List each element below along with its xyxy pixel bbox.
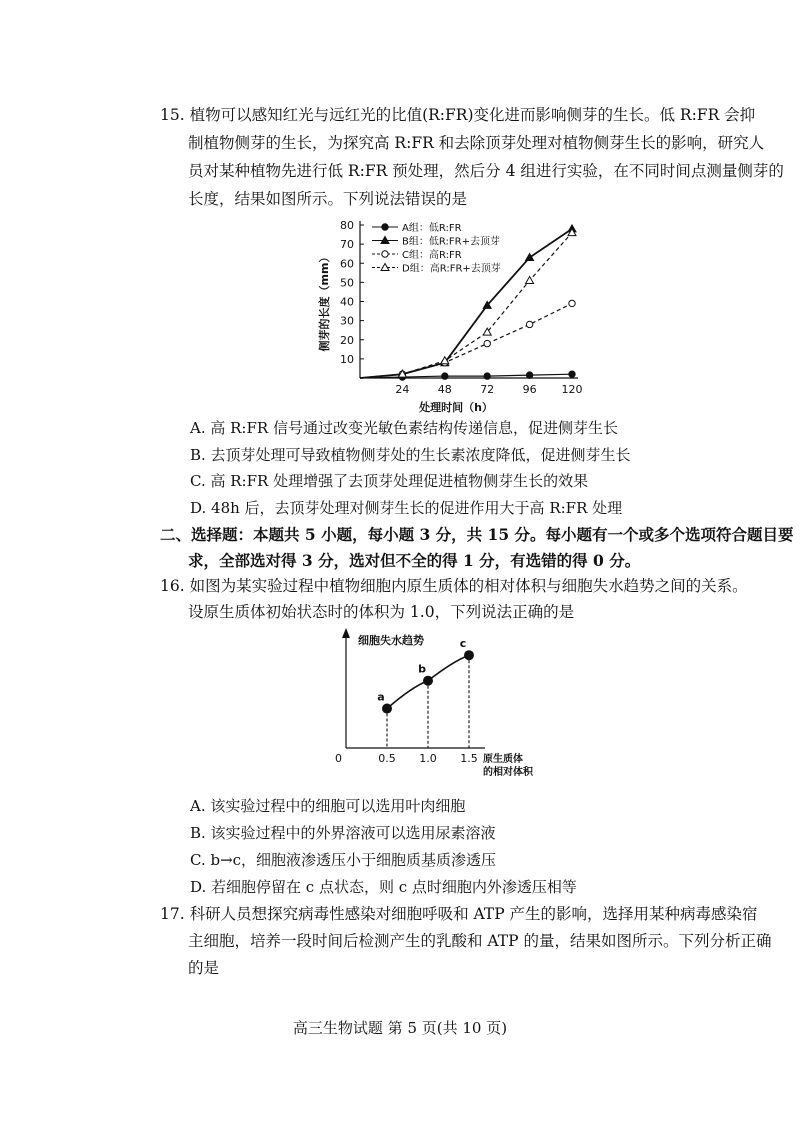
q16-option-c: C. b→c，细胞液渗透压小于细胞质基质渗透压 [190, 851, 497, 869]
point-a [382, 704, 392, 714]
y-tick-label: 40 [340, 295, 354, 309]
q15-option-a: A. 高 R:FR 信号通过改变光敏色素结构传递信息，促进侧芽生长 [190, 419, 618, 437]
y-tick-label: 30 [340, 314, 354, 328]
x-tick-label: 24 [395, 383, 410, 396]
legend-label: C组：高R:FR [402, 250, 462, 261]
x-axis-title: 原生质体 [483, 754, 523, 765]
origin-label: 0 [335, 752, 342, 765]
series-line-d [360, 233, 572, 378]
y-tick-label: 10 [340, 352, 354, 366]
data-point-a [569, 371, 575, 377]
point-label: c [459, 637, 467, 651]
y-tick-label: 80 [340, 219, 354, 232]
x-tick-label: 48 [437, 383, 452, 396]
section2-line-2: 求，全部选对得 3 分，选对但不全的得 1 分，有选错的得 0 分。 [188, 551, 641, 570]
q15-option-b: B. 去顶芽处理可导致植物侧芽处的生长素浓度降低，促进侧芽生长 [190, 446, 631, 464]
data-point-a [484, 373, 490, 379]
data-point-c [484, 340, 490, 346]
data-point-c [526, 321, 532, 327]
q15-option-c: C. 高 R:FR 处理增强了去顶芽处理促进植物侧芽生长的效果 [190, 472, 589, 490]
series-line-b [360, 229, 572, 378]
legend-marker [382, 224, 388, 230]
x-tick-label: 120 [561, 383, 583, 396]
y-tick-label: 20 [340, 333, 354, 347]
q17-line-3: 的是 [188, 959, 220, 977]
q15-line-3: 员对某种植物先进行低 R:FR 预处理，然后分 4 组进行实验，在不同时间点测量侧芽的 [188, 162, 784, 180]
legend-label: B组：低R:FR+去顶芽 [402, 236, 500, 248]
page-footer: 高三生物试题 第 5 页(共 10 页) [292, 1019, 508, 1037]
y-axis-title: 细胞失水趋势 [358, 634, 424, 647]
data-point-d [526, 276, 534, 283]
section2-line-1: 二、选择题：本题共 5 小题，每小题 3 分，共 15 分。每小题有一个或多个选项符合题目要 [160, 525, 794, 544]
x-tick-label: 1.5 [460, 752, 478, 765]
y-tick-label: 70 [340, 238, 354, 252]
x-tick-label: 1.0 [419, 752, 437, 765]
y-tick-label: 60 [340, 257, 354, 271]
q16-option-a: A. 该实验过程中的细胞可以选用叶肉细胞 [190, 797, 466, 815]
x-axis-title: 处理时间（h） [419, 401, 493, 414]
data-point-c [569, 300, 575, 306]
q16-option-d: D. 若细胞停留在 c 点状态，则 c 点时细胞内外渗透压相等 [190, 878, 577, 896]
data-point-a [442, 373, 448, 379]
q15-option-d: D. 48h 后，去顶芽处理对侧芽生长的促进作用大于高 R:FR 处理 [190, 499, 623, 517]
q16-line-2: 设原生质体初始状态时的体积为 1.0，下列说法正确的是 [188, 603, 575, 621]
q17-line-2: 主细胞，培养一段时间后检测产生的乳酸和 ATP 的量，结果如图所示。下列分析正确 [188, 932, 772, 950]
growth-line-chart [300, 215, 600, 415]
y-tick-label: 50 [340, 276, 354, 290]
q16-option-b: B. 该实验过程中的外界溶液可以选用尿素溶液 [190, 824, 496, 842]
point-label: b [418, 662, 426, 676]
q15-line-2: 制植物侧芽的生长，为探究高 R:FR 和去除顶芽处理对植物侧芽生长的影响，研究人 [188, 134, 765, 152]
legend-marker [382, 251, 388, 257]
x-tick-label: 0.5 [378, 752, 396, 765]
q16-line-1: 16. 如图为某实验过程中植物细胞内原生质体的相对体积与细胞失水趋势之间的关系。 [160, 577, 748, 595]
q15-line-4: 长度，结果如图所示。下列说法错误的是 [188, 190, 468, 208]
x-tick-label: 72 [480, 383, 495, 396]
legend-label: D组：高R:FR+去顶芽 [402, 263, 501, 275]
series-line-c [360, 303, 572, 378]
y-axis-title: 侧芽的长度（mm） [318, 251, 331, 352]
q17-line-1: 17. 科研人员想探究病毒性感染对细胞呼吸和 ATP 产生的影响，选择用某种病毒感染宿 [160, 905, 758, 923]
x-tick-label: 96 [522, 383, 537, 396]
data-point-a [526, 372, 532, 378]
water-loss-chart [320, 620, 560, 785]
point-label: a [377, 690, 385, 704]
point-c [464, 650, 474, 660]
x-axis-title: 的相对体积 [483, 767, 533, 778]
legend-label: A组：低R:FR [402, 223, 462, 234]
q15-line-1: 15. 植物可以感知红光与远红光的比值(R:FR)变化进而影响侧芽的生长。低 R:FR 会抑 [160, 106, 756, 124]
point-b [423, 676, 433, 686]
